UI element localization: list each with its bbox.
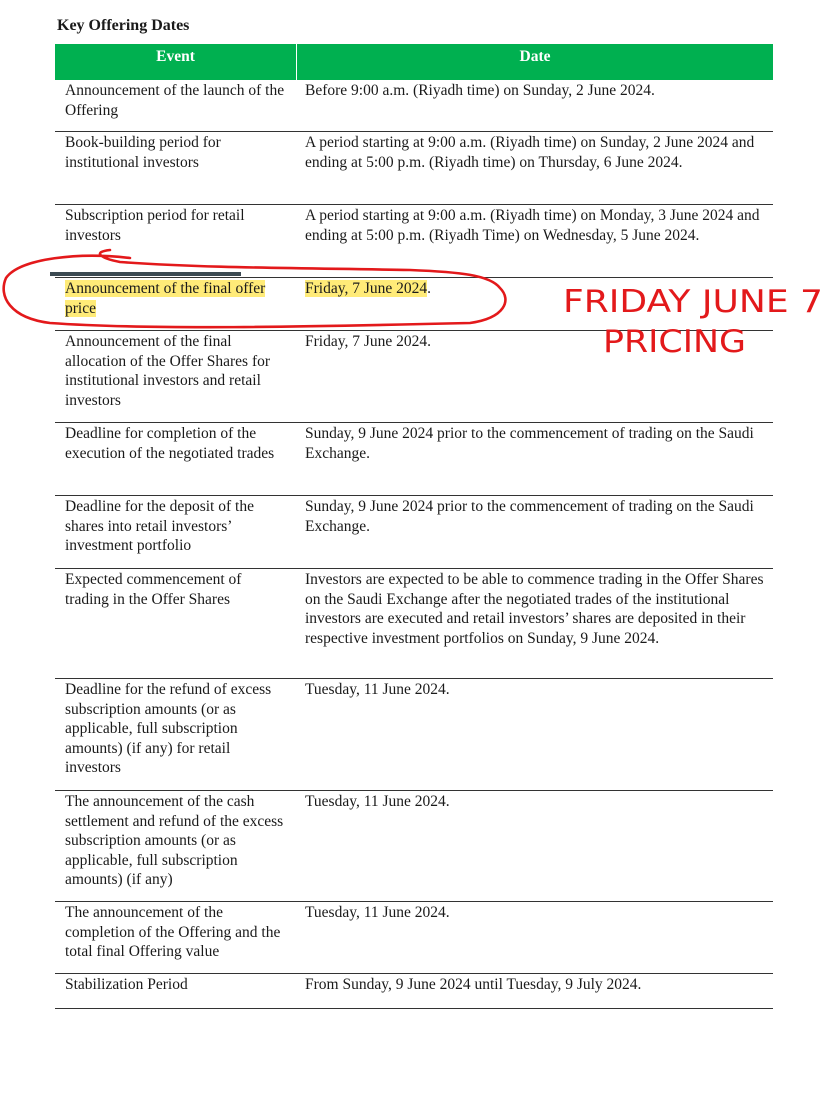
table-row [55,423,773,496]
column-header-event: Event [55,44,297,80]
table-row [55,974,773,1009]
annotation-line-2: PRICING [603,324,746,360]
table-row-highlighted [55,278,773,331]
date-cell: Sunday, 9 June 2024 prior to the commencement of trading on the Saudi Exchange. [305,498,754,535]
column-header-date: Date [519,48,551,65]
date-cell: A period starting at 9:00 a.m. (Riyadh time) on Sunday, 2 June 2024 and ending at 5:00 p.m. (Riyadh time) on Thursday, 6 June 2024. [305,134,755,171]
event-cell: The announcement of the completion of the Offering and the total final Offering value [65,904,281,960]
table-row [55,80,773,132]
table-header [55,44,773,80]
annotation-line-1: FRIDAY JUNE 7 [563,284,823,320]
overlay-bar [50,272,241,276]
table-row [55,132,773,205]
table-row [55,569,773,679]
date-cell: Sunday, 9 June 2024 prior to the commencement of trading on the Saudi Exchange. [305,425,754,462]
section-title: Key Offering Dates [57,17,190,34]
date-cell: Before 9:00 a.m. (Riyadh time) on Sunday, 2 June 2024. [305,82,655,99]
event-cell: The announcement of the cash settlement and refund of the excess subscription amounts (or as applicable, full subscription amounts) (if any) [65,793,284,888]
date-cell: Tuesday, 11 June 2024. [305,793,450,810]
table-row [55,679,773,791]
event-cell: Stabilization Period [65,976,188,993]
event-cell: Book-building period for institutional investors [65,134,221,171]
event-cell: Announcement of the final allocation of the Offer Shares for institutional investors and retail investors [65,333,271,409]
event-cell: Deadline for the deposit of the shares into retail investors’ investment portfolio [65,498,254,554]
table-row [55,791,773,902]
table-row [55,331,773,423]
event-cell: Subscription period for retail investors [65,207,245,244]
event-cell: Deadline for completion of the execution of the negotiated trades [65,425,275,462]
event-cell: Announcement of the final offer price [65,280,266,317]
event-cell: Expected commencement of trading in the Offer Shares [65,571,242,608]
event-cell: Announcement of the launch of the Offering [65,82,285,119]
table-row [55,205,773,278]
date-cell: Friday, 7 June 2024. [305,333,431,350]
date-cell: Tuesday, 11 June 2024. [305,681,450,698]
date-cell-suffix: . [427,280,431,297]
offering-dates-table [55,44,773,1009]
date-cell: Investors are expected to be able to commence trading in the Offer Shares on the Saudi Exchange after the negotiated trades of the institutional investors are executed and retail investors’ shares are deposited in their respective investment portfolios on Sunday, 9 June 2024. [305,571,764,647]
date-cell: Tuesday, 11 June 2024. [305,904,450,921]
table-row [55,496,773,569]
date-cell: From Sunday, 9 June 2024 until Tuesday, 9 July 2024. [305,976,642,993]
table-row [55,902,773,974]
date-cell: Friday, 7 June 2024 [305,280,428,297]
event-cell: Deadline for the refund of excess subscription amounts (or as applicable, full subscription amounts) (if any) for retail investors [65,681,272,776]
date-cell: A period starting at 9:00 a.m. (Riyadh time) on Monday, 3 June 2024 and ending at 5:00 p.m. (Riyadh Time) on Wednesday, 5 June 2024. [305,207,760,244]
